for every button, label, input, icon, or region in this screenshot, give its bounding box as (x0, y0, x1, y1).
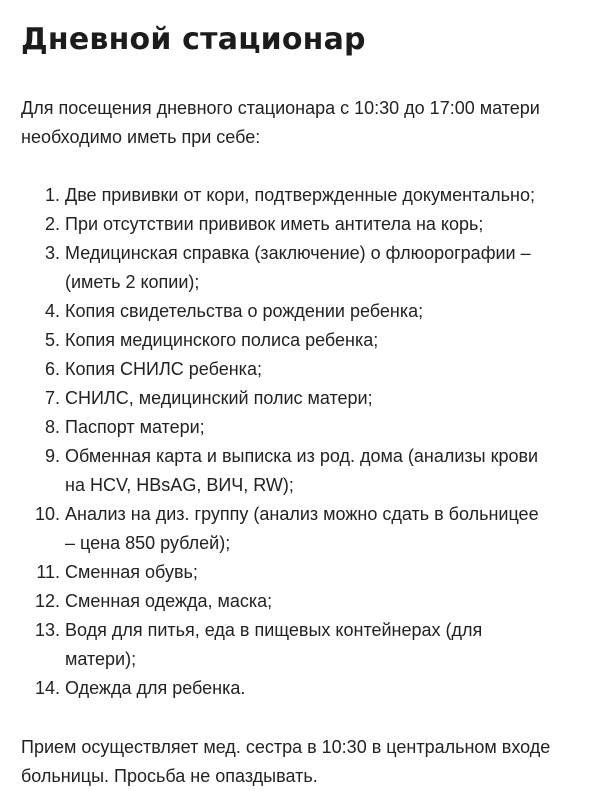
list-item-number: 2. (44, 214, 60, 234)
list-item (21, 355, 582, 384)
list-item-text (65, 587, 582, 616)
list-item (21, 181, 582, 210)
list-item (21, 558, 582, 587)
page-title: Дневной стационар (21, 22, 366, 57)
list-item-line: Копия медицинского полиса ребенка; (65, 330, 379, 350)
footer-paragraph (21, 733, 582, 791)
list-item-text (65, 326, 582, 355)
list-item-text (65, 355, 582, 384)
list-item (21, 587, 582, 616)
list-item-line: на HCV, HBsAG, ВИЧ, RW); (65, 475, 294, 495)
list-item (21, 616, 582, 674)
list-item-number: 5. (44, 330, 60, 350)
list-item-text (65, 181, 582, 210)
list-item-line: СНИЛС, медицинский полис матери; (65, 388, 373, 408)
list-item (21, 500, 582, 558)
list-item-line: Одежда для ребенка. (65, 678, 246, 698)
list-item-text (65, 384, 582, 413)
list-item-text (65, 413, 582, 442)
list-item-number: 8. (44, 417, 60, 437)
footer-line: Прием осуществляет мед. сестра в 10:30 в центральном входе (21, 737, 551, 757)
list-item (21, 210, 582, 239)
list-item-line: Паспорт матери; (65, 417, 205, 437)
list-item-line: Сменная обувь; (65, 562, 198, 582)
list-item-text (65, 558, 582, 587)
list-item-line: (иметь 2 копии); (65, 272, 200, 292)
intro-line: Для посещения дневного стационара с 10:30 до 17:00 матери (21, 98, 540, 118)
list-item-number: 12. (34, 591, 60, 611)
list-item-line: Медицинская справка (заключение) о флюорографии – (65, 243, 531, 263)
list-item-line: Копия СНИЛС ребенка; (65, 359, 262, 379)
list-item-line: матери); (65, 649, 137, 669)
list-item (21, 239, 582, 297)
list-item-line: Анализ на диз. группу (анализ можно сдать в больницее (65, 504, 539, 524)
list-item-number: 7. (44, 388, 60, 408)
list-item-text (65, 210, 582, 239)
footer-line: больницы. Просьба не опаздывать. (21, 766, 318, 786)
list-item (21, 442, 582, 500)
list-item-number: 11. (36, 562, 60, 582)
list-item (21, 674, 582, 703)
list-item-number: 10. (34, 504, 60, 524)
intro-line: необходимо иметь при себе: (21, 127, 261, 147)
list-item-text (65, 616, 582, 674)
list-item-line: Две прививки от кори, подтвержденные документально; (65, 185, 535, 205)
list-item-number: 3. (44, 243, 60, 263)
list-item-line: Копия свидетельства о рождении ребенка; (65, 301, 424, 321)
list-item (21, 384, 582, 413)
list-item-number: 6. (44, 359, 60, 379)
list-item-text (65, 674, 582, 703)
list-item (21, 326, 582, 355)
list-item-line: Обменная карта и выписка из род. дома (анализы крови (65, 446, 539, 466)
list-item-line: При отсутствии прививок иметь антитела на корь; (65, 214, 484, 234)
list-item-line: Водя для питья, еда в пищевых контейнерах (для (65, 620, 483, 640)
list-item-text (65, 297, 582, 326)
list-item-number: 1. (44, 185, 60, 205)
list-item-text (65, 442, 582, 500)
intro-paragraph (21, 94, 582, 152)
list-item-number: 4. (44, 301, 60, 321)
list-item (21, 297, 582, 326)
list-item-line: Сменная одежда, маска; (65, 591, 273, 611)
list-item (21, 413, 582, 442)
list-item-line: – цена 850 рублей); (65, 533, 231, 553)
list-item-text (65, 500, 582, 558)
list-item-text (65, 239, 582, 297)
list-item-number: 9. (44, 446, 60, 466)
list-item-number: 14. (34, 678, 60, 698)
list-item-number: 13. (34, 620, 60, 640)
requirements-list (21, 181, 582, 703)
